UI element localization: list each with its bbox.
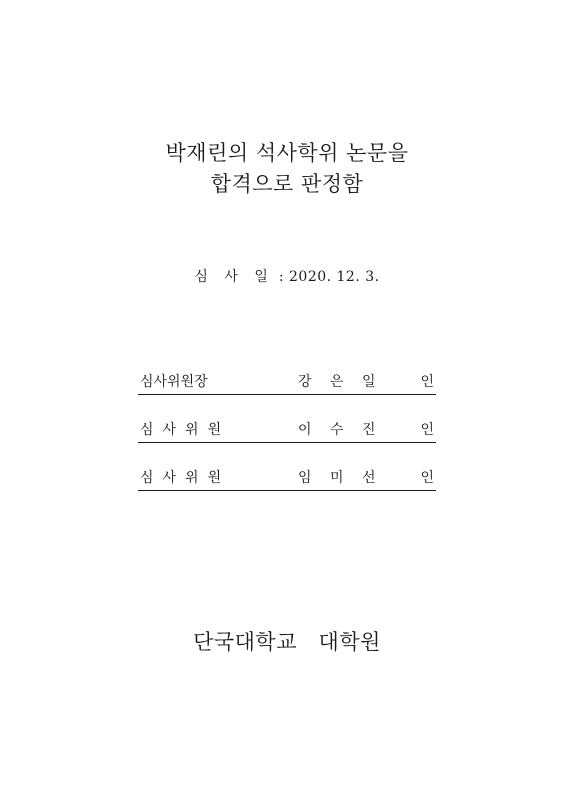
review-date-separator: : [273, 269, 289, 285]
committee-member-row [138, 468, 436, 491]
approval-title-line-2: 합격으로 판정함 [210, 172, 364, 196]
seal-mark: 인 [420, 422, 434, 438]
committee-role: 심사위원 [140, 470, 231, 486]
seal-mark: 인 [420, 374, 434, 390]
committee-member-row [138, 420, 436, 443]
committee-member-name: 강 은 일 [298, 374, 383, 390]
review-date-value: 2020. 12. 3. [289, 269, 380, 285]
review-date [0, 266, 574, 286]
institution-name: 단국대학교 대학원 [193, 630, 381, 654]
committee-member-name: 이 수 진 [298, 422, 383, 438]
committee-role: 심사위원장 [140, 374, 208, 390]
committee-role: 심사위원 [140, 422, 231, 438]
review-date-label: 심 사 일 [194, 269, 274, 285]
seal-mark: 인 [420, 470, 434, 486]
committee-chair-row [138, 372, 436, 395]
approval-title [0, 138, 574, 200]
committee-member-name: 임 미 선 [298, 470, 383, 486]
approval-title-line-1: 박재린의 석사학위 논문을 [165, 141, 409, 165]
